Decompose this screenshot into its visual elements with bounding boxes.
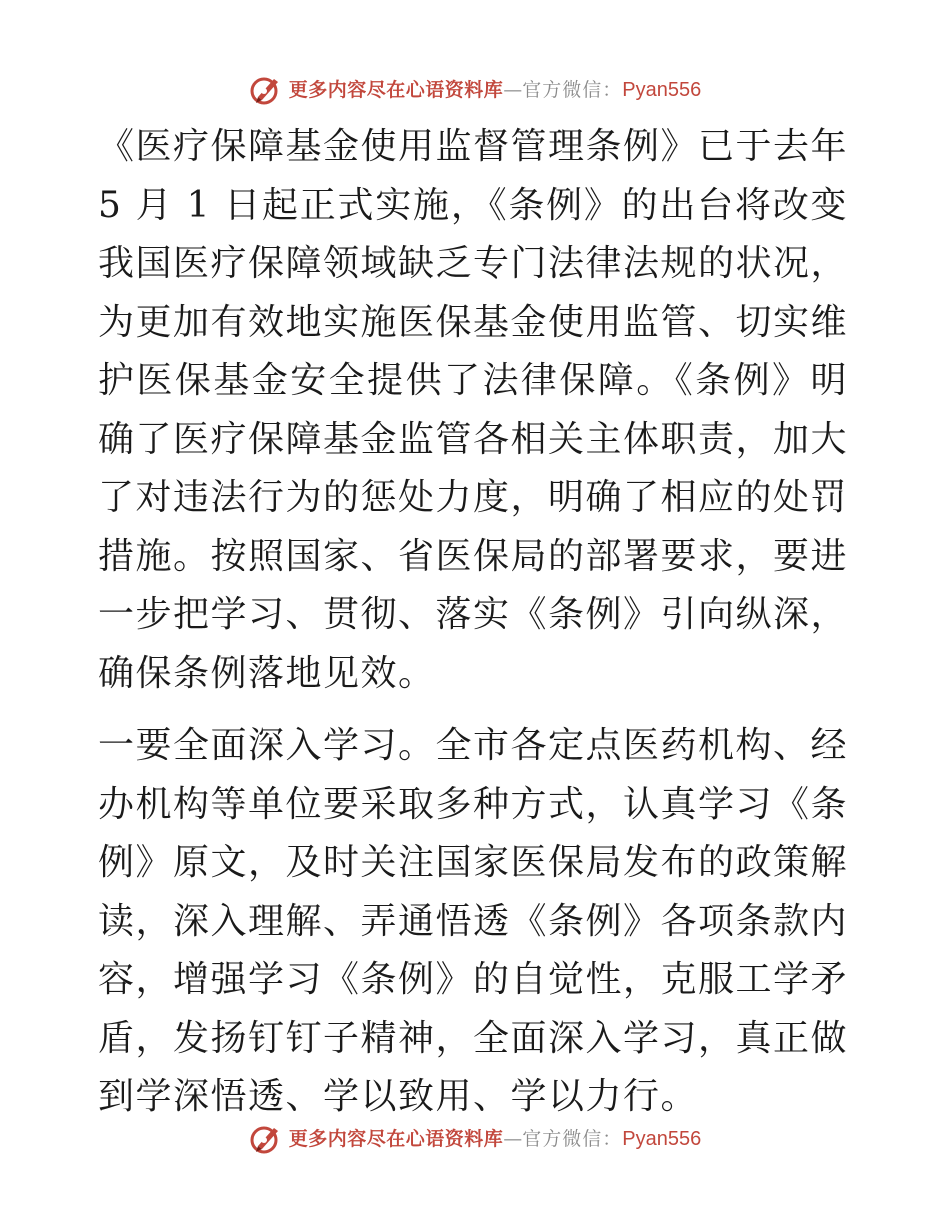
red-pen-logo-icon <box>249 1122 283 1156</box>
red-pen-logo-icon <box>249 73 283 107</box>
banner-main-text: 更多内容尽在心语资料库 <box>288 79 504 101</box>
paragraph-intro: 《医疗保障基金使用监督管理条例》已于去年 5 月 1 日起正式实施，《条例》的出台将改变我国医疗保障领域缺乏专门法律法规的状况，为更加有效地实施医保基金使用监管、切实维护医保基金安全提供了法律保障。《条例》明确了医疗保障基金监管各相关主体职责，加大了对违法行为的惩处力度，明确了相应的处罚措施。按照国家、省医保局的部署要求，要进一步把学习、贯彻、落实《条例》引向纵深，确保条例落地见效。 <box>98 126 849 694</box>
header-banner <box>0 70 950 110</box>
banner-wechat-label: 官方微信： <box>522 79 623 101</box>
banner-wechat-id: Pyan556 <box>622 79 702 101</box>
footer-banner <box>0 1119 950 1159</box>
banner-main-text: 更多内容尽在心语资料库 <box>288 1128 504 1150</box>
banner-wechat-label: 官方微信： <box>522 1128 623 1150</box>
banner-separator: — <box>503 79 523 101</box>
banner-separator: — <box>503 1128 523 1150</box>
document-body <box>98 118 848 1127</box>
banner-wechat-id: Pyan556 <box>622 1128 702 1150</box>
paragraph-study: 一要全面深入学习。全市各定点医药机构、经办机构等单位要采取多种方式，认真学习《条例》原文，及时关注国家医保局发布的政策解读，深入理解、弄通悟透《条例》各项条款内容，增强学习《条例》的自觉性，克服工学矛盾，发扬钉钉子精神，全面深入学习，真正做到学深悟透、学以致用、学以力行。 <box>98 725 849 1117</box>
